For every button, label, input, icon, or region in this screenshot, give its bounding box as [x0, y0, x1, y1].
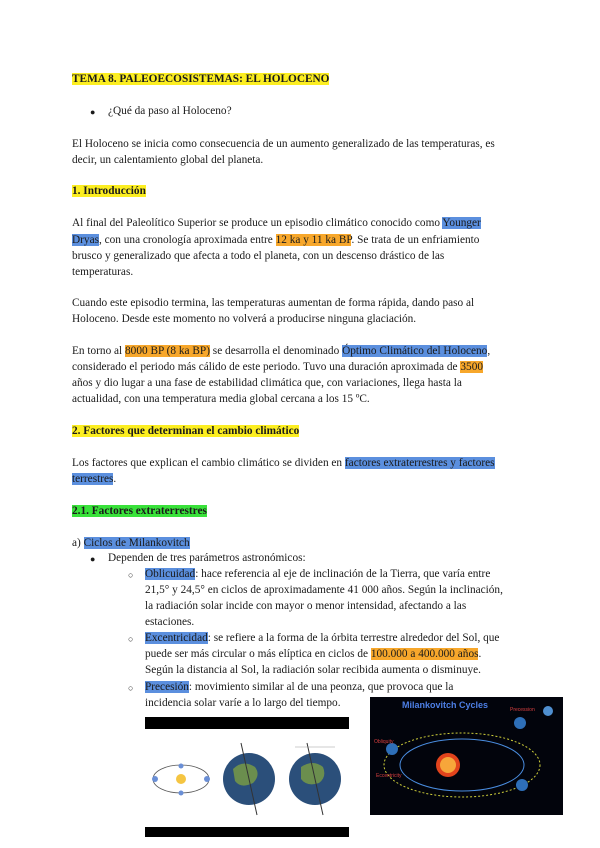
- question-text: ¿Qué da paso al Holoceno?: [108, 105, 232, 117]
- earth-tilt-figure: [145, 717, 349, 837]
- oblicuidad-line-2: 21,5° y 24,5° en ciclos de aproximadamente 41 000 años. Según la inclinación,: [145, 584, 503, 596]
- highlight-precesion: Precesión: [145, 681, 189, 693]
- s2-p1-line-1: Los factores que explican el cambio climático se dividen en factores extraterrestres y factores: [72, 457, 495, 469]
- precesion-line-2: incidencia solar varíe a lo largo del tiempo.: [145, 697, 341, 709]
- bullet-dot: ●: [90, 554, 96, 564]
- highlight-dryas: Dryas: [72, 234, 99, 246]
- highlight-terrestres: terrestres: [72, 473, 114, 485]
- obliquity-label: Obliquity: [374, 739, 394, 745]
- excentricidad-line-3: Según la distancia al Sol, la radiación solar recibida aumenta o disminuye.: [145, 664, 481, 676]
- circle-bullet: ○: [128, 634, 134, 644]
- page-title: TEMA 8. PALEOECOSISTEMAS: EL HOLOCENO: [72, 73, 330, 85]
- highlight-oblicuidad: Oblicuidad: [145, 568, 196, 580]
- s1-p1-line-3: brusco y generalizado que afecta a todo el planeta, con un descenso drástico de las: [72, 250, 445, 262]
- circle-bullet: ○: [128, 683, 134, 693]
- parametros-text: Dependen de tres parámetros astronómicos:: [108, 552, 306, 564]
- oblicuidad-line-3: la radiación solar incide con mayor o menor intensidad, afectando a las: [145, 600, 467, 612]
- s1-p2-line-1: Cuando este episodio termina, las temperaturas aumentan de forma rápida, dando paso al: [72, 297, 475, 309]
- highlight-younger: Younger: [442, 217, 481, 229]
- section-2-1-heading: 2.1. Factores extraterrestres: [72, 505, 207, 517]
- s1-p3-line-2: considerado el periodo más cálido de este periodo. Tuvo una duración aproximada de 3500: [72, 361, 483, 373]
- excentricidad-line-1: Excentricidad: se refiere a la forma de la órbita terrestre alrededor del Sol, que: [145, 632, 500, 644]
- milankovitch-illustration: [370, 697, 563, 815]
- milankovitch-figure-title: Milankovitch Cycles: [402, 700, 489, 710]
- highlight-ciclos: 100.000 a 400.000 años: [370, 648, 479, 660]
- bullet-dot: ●: [90, 107, 96, 117]
- highlight-8000bp: 8000 BP (8 ka BP): [125, 345, 210, 357]
- s1-p2-line-2: Holoceno. Desde este momento no volverá a producirse ninguna glaciación.: [72, 313, 417, 325]
- highlight-excentricidad: Excentricidad: [145, 632, 208, 644]
- s1-p3-line-3: años y dio lugar a una fase de estabilidad climática que, con variaciones, llega hasta la: [72, 377, 462, 389]
- earth-tilt-illustration: [145, 717, 349, 837]
- s1-p3-line-1: En torno al 8000 BP (8 ka BP) se desarrolla el denominado Óptimo Climático del Holoceno,: [72, 345, 491, 357]
- milankovitch-figure: [370, 697, 563, 815]
- highlight-factores: factores extraterrestres y factores: [344, 457, 495, 469]
- excentricidad-line-2: puede ser más circular o más elíptica en ciclos de 100.000 a 400.000 años.: [145, 648, 482, 660]
- s1-p1-line-4: temperaturas.: [72, 266, 134, 278]
- milankovitch-label: a) Ciclos de Milankovitch: [72, 537, 190, 549]
- precesion-line-1: Precesión: movimiento similar al de una peonza, que provoca que la: [145, 681, 454, 693]
- highlight-3500: 3500: [460, 361, 483, 373]
- intro-line-1: El Holoceno se inicia como consecuencia de un aumento generalizado de las temperaturas, es: [72, 138, 495, 150]
- s1-p1-line-2: Dryas, con una cronología aproximada entre 12 ka y 11 ka BP. Se trata de un enfriamiento: [72, 234, 480, 246]
- section-2-heading: 2. Factores que determinan el cambio climático: [72, 425, 300, 437]
- highlight-chronology: 12 ka y 11 ka BP: [275, 234, 352, 246]
- oblicuidad-line-1: Oblicuidad: hace referencia al eje de inclinación de la Tierra, que varía entre: [145, 568, 491, 580]
- eccentricity-label: Eccentricity: [376, 773, 402, 779]
- circle-bullet: ○: [128, 570, 134, 580]
- section-1-heading: 1. Introducción: [72, 185, 146, 197]
- s1-p1-line-1: Al final del Paleolítico Superior se produce un episodio climático conocido como Younger: [72, 217, 481, 229]
- intro-line-2: decir, un calentamiento global del planeta.: [72, 154, 264, 166]
- precession-label: Precession: [510, 707, 535, 713]
- s2-p1-line-2: terrestres.: [72, 473, 117, 485]
- highlight-optimo: Óptimo Climático del Holoceno: [342, 345, 488, 357]
- oblicuidad-line-4: estaciones.: [145, 616, 195, 628]
- highlight-milankovitch: Ciclos de Milankovitch: [83, 537, 190, 549]
- s1-p3-line-4: actualidad, con una temperatura media global cercana a los 15 ºC.: [72, 393, 370, 405]
